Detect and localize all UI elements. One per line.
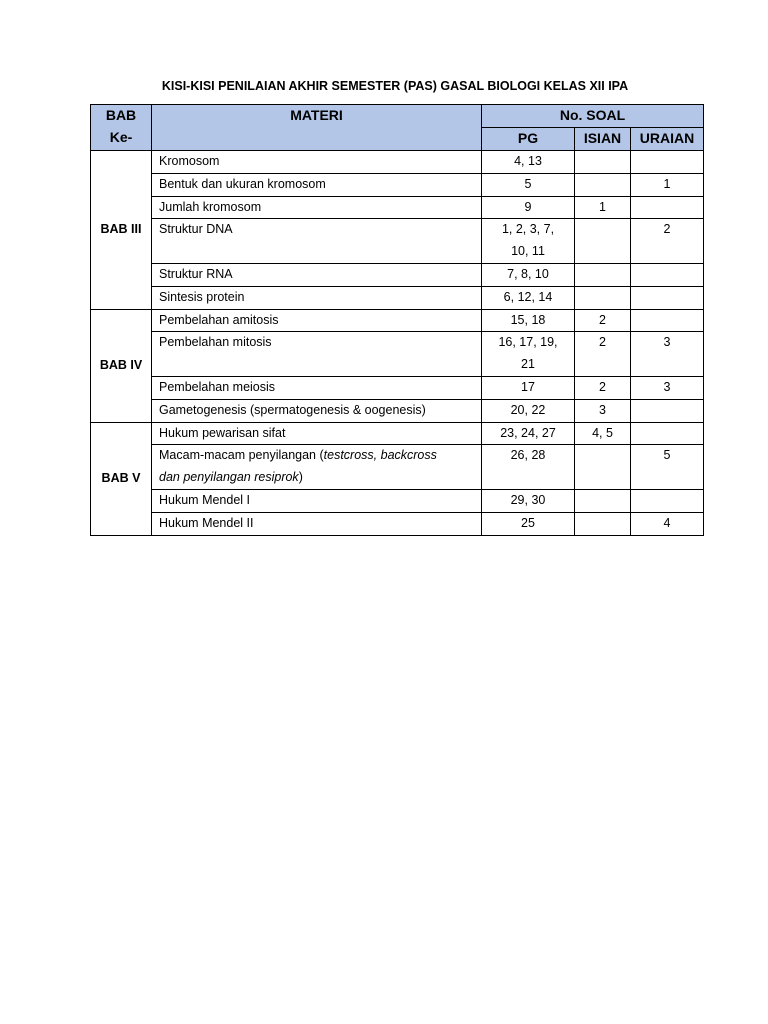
materi-italic-text: dan penyilangan resiprok (159, 470, 299, 485)
pg-cell (482, 219, 575, 264)
isian-cell (575, 445, 631, 490)
kisi-kisi-table (90, 104, 704, 536)
header-uraian: URAIAN (631, 128, 704, 151)
isian-cell: 3 (575, 399, 631, 422)
uraian-cell (631, 286, 704, 309)
bab-label: BAB III (91, 151, 152, 310)
pg-cell: 23, 24, 27 (482, 422, 575, 445)
materi-italic-text: testcross, backcross (323, 448, 437, 463)
pg-cell: 7, 8, 10 (482, 263, 575, 286)
uraian-cell (631, 263, 704, 286)
materi-cell: Pembelahan mitosis (152, 332, 482, 377)
pg-cell (482, 332, 575, 377)
materi-cell: Pembelahan amitosis (152, 309, 482, 332)
header-pg: PG (482, 128, 575, 151)
table-row (91, 286, 704, 309)
table-row (91, 399, 704, 422)
materi-cell: Pembelahan meiosis (152, 376, 482, 399)
isian-cell (575, 219, 631, 264)
materi-cell: Kromosom (152, 151, 482, 174)
pg-cell: 6, 12, 14 (482, 286, 575, 309)
table-row (91, 219, 704, 264)
materi-cell: Hukum Mendel I (152, 489, 482, 512)
materi-text: ) (298, 470, 303, 485)
header-materi: MATERI (152, 105, 482, 151)
isian-cell (575, 286, 631, 309)
pg-cell: 15, 18 (482, 309, 575, 332)
table-row (91, 489, 704, 512)
bab-label: BAB V (91, 422, 152, 535)
uraian-cell: 3 (631, 376, 704, 399)
uraian-cell: 2 (631, 219, 704, 264)
table-row (91, 151, 704, 174)
uraian-cell (631, 309, 704, 332)
materi-cell: Bentuk dan ukuran kromosom (152, 173, 482, 196)
pg-cell: 25 (482, 512, 575, 535)
materi-cell: Sintesis protein (152, 286, 482, 309)
table-row (91, 512, 704, 535)
isian-cell (575, 151, 631, 174)
uraian-cell: 1 (631, 173, 704, 196)
pg-cell: 29, 30 (482, 489, 575, 512)
isian-cell (575, 263, 631, 286)
table-row (91, 445, 704, 490)
isian-cell: 2 (575, 309, 631, 332)
pg-cell: 17 (482, 376, 575, 399)
pg-cell: 5 (482, 173, 575, 196)
table-row (91, 309, 704, 332)
isian-cell (575, 512, 631, 535)
table-row (91, 173, 704, 196)
materi-text: Macam-macam penyilangan ( (159, 448, 324, 463)
materi-cell: Hukum pewarisan sifat (152, 422, 482, 445)
pg-line: 10, 11 (511, 244, 545, 259)
table-row (91, 332, 704, 377)
materi-cell: Struktur DNA (152, 219, 482, 264)
header-bab-line2: Ke- (109, 128, 133, 145)
pg-line: 21 (521, 357, 535, 372)
pg-line: 16, 17, 19, (498, 335, 558, 350)
uraian-cell: 3 (631, 332, 704, 377)
uraian-cell (631, 151, 704, 174)
pg-cell: 9 (482, 196, 575, 219)
pg-cell: 4, 13 (482, 151, 575, 174)
uraian-cell: 5 (631, 445, 704, 490)
bab-label: BAB IV (91, 309, 152, 422)
uraian-cell (631, 422, 704, 445)
uraian-cell: 4 (631, 512, 704, 535)
materi-cell: Hukum Mendel II (152, 512, 482, 535)
header-isian: ISIAN (575, 128, 631, 151)
pg-cell: 20, 22 (482, 399, 575, 422)
materi-cell: Struktur RNA (152, 263, 482, 286)
uraian-cell (631, 489, 704, 512)
header-no-soal: No. SOAL (482, 105, 704, 128)
uraian-cell (631, 399, 704, 422)
isian-cell (575, 173, 631, 196)
isian-cell: 1 (575, 196, 631, 219)
table-row (91, 196, 704, 219)
materi-cell: Gametogenesis (spermatogenesis & oogenesis) (152, 399, 482, 422)
materi-cell (152, 445, 482, 490)
pg-cell: 26, 28 (482, 445, 575, 490)
table-row (91, 263, 704, 286)
table-row (91, 422, 704, 445)
header-bab-line1: BAB (105, 107, 137, 123)
uraian-cell (631, 196, 704, 219)
header-bab (91, 105, 152, 151)
pg-line: 1, 2, 3, 7, (501, 222, 555, 237)
isian-cell: 4, 5 (575, 422, 631, 445)
table-row (91, 376, 704, 399)
document-title: KISI-KISI PENILAIAN AKHIR SEMESTER (PAS) GASAL BIOLOGI KELAS XII IPA (161, 79, 629, 93)
isian-cell: 2 (575, 376, 631, 399)
isian-cell: 2 (575, 332, 631, 377)
materi-cell: Jumlah kromosom (152, 196, 482, 219)
isian-cell (575, 489, 631, 512)
